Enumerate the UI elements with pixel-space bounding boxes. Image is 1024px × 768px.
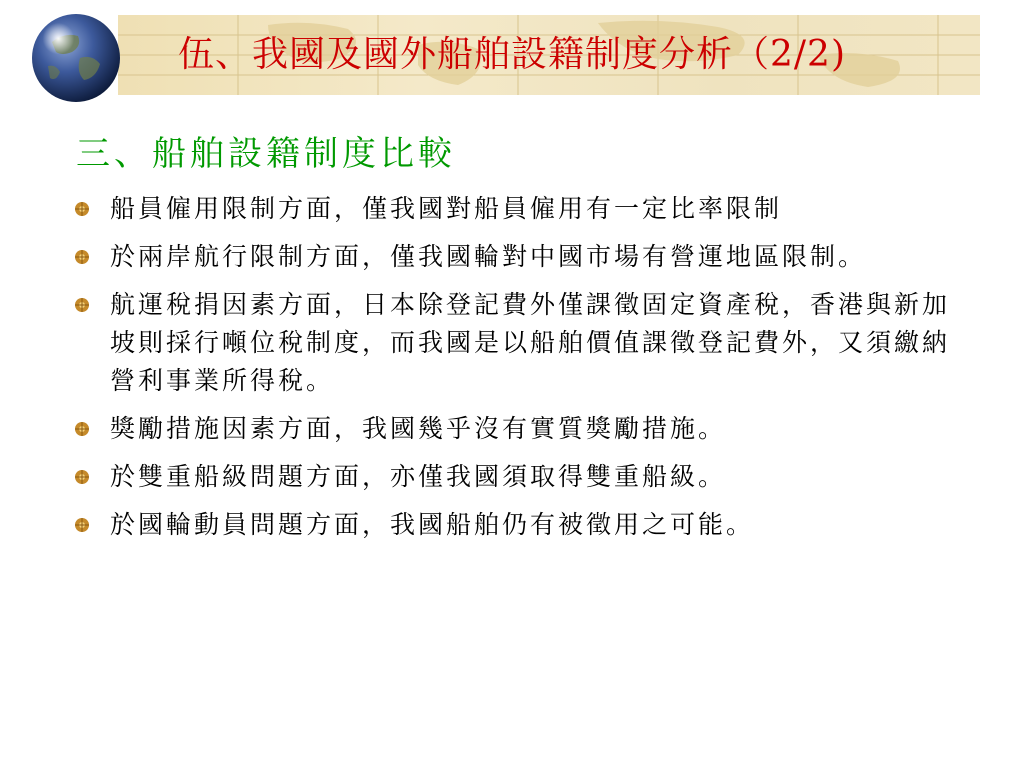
bullet-text: 於兩岸航行限制方面，僅我國輪對中國市場有營運地區限制。 [110, 242, 867, 271]
globe-icon [30, 12, 122, 104]
list-item [70, 410, 970, 448]
bullet-text: 於雙重船級問題方面，亦僅我國須取得雙重船級。 [110, 462, 727, 491]
list-item [70, 506, 970, 544]
bullet-disc-icon [74, 469, 90, 485]
slide-content [70, 130, 970, 554]
bullet-text: 獎勵措施因素方面，我國幾乎沒有實質獎勵措施。 [110, 414, 727, 443]
bullet-disc-icon [74, 249, 90, 265]
section-heading: 三、船舶設籍制度比較 [76, 134, 456, 174]
bullet-text: 船員僱用限制方面，僅我國對船員僱用有一定比率限制 [110, 194, 783, 223]
bullet-list [70, 190, 970, 544]
slide-title: 伍、我國及國外船舶設籍制度分析（2/2) [178, 34, 846, 75]
bullet-text: 航運稅捐因素方面，日本除登記費外僅課徵固定資產稅，香港與新加坡則採行噸位稅制度，而我國是以船舶價值課徵登記費外，又須繳納營利事業所得稅。 [110, 290, 951, 395]
list-item [70, 458, 970, 496]
bullet-disc-icon [74, 297, 90, 313]
list-item [70, 286, 970, 400]
bullet-disc-icon [74, 421, 90, 437]
list-item [70, 190, 970, 228]
list-item [70, 238, 970, 276]
title-bar [118, 15, 980, 95]
bullet-disc-icon [74, 517, 90, 533]
bullet-text: 於國輪動員問題方面，我國船舶仍有被徵用之可能。 [110, 510, 755, 539]
bullet-disc-icon [74, 201, 90, 217]
